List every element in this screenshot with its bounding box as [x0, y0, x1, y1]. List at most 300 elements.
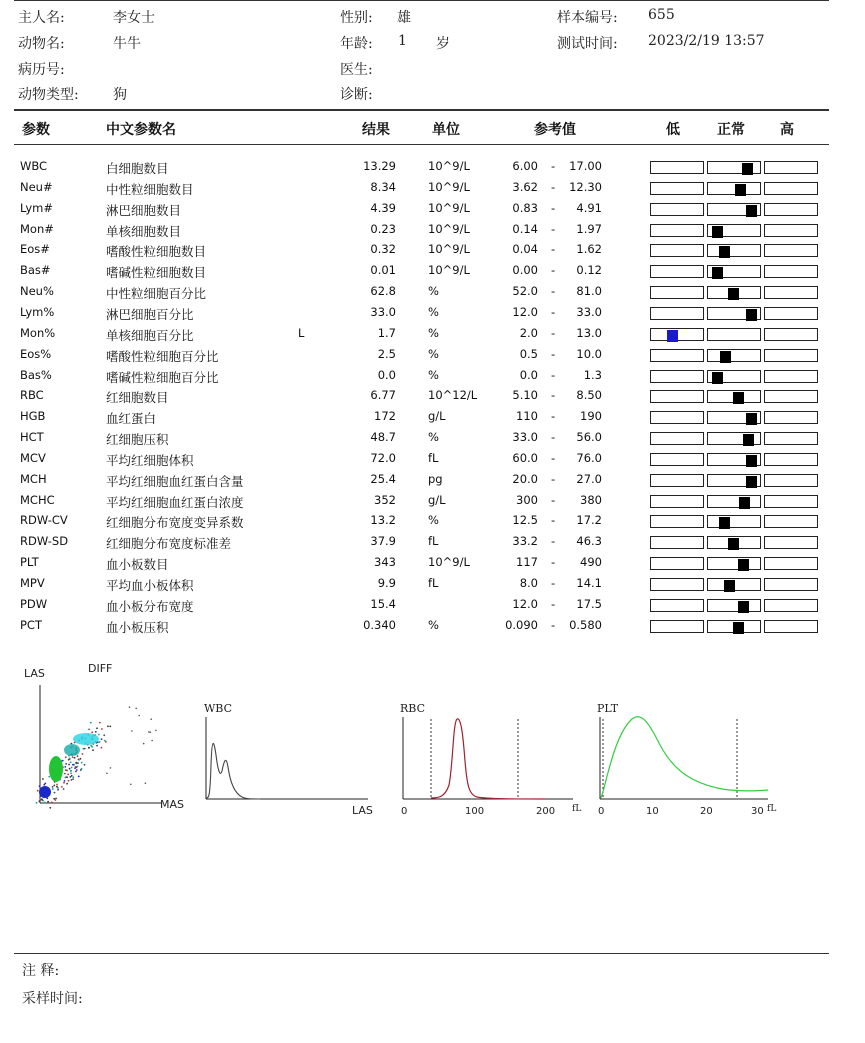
sample-time-label: 采样时间: — [22, 991, 83, 1007]
param-name: 嗜碱性粒细胞百分比 — [106, 369, 219, 385]
ref-separator: - — [551, 409, 556, 424]
ref-low: 12.0 — [512, 304, 538, 319]
ref-low: 0.090 — [505, 617, 538, 632]
level-marker — [746, 413, 757, 425]
test-time-label: 测试时间: — [557, 36, 618, 52]
low-range-box — [650, 224, 704, 237]
table-row — [0, 553, 865, 574]
param-code: PCT — [20, 617, 42, 632]
table-row — [0, 199, 865, 220]
scatter-point — [64, 773, 66, 775]
scatter-point — [41, 799, 43, 801]
level-marker — [719, 246, 730, 258]
scatter-point — [66, 783, 68, 785]
normal-range-box — [707, 161, 761, 174]
blue-cluster — [39, 786, 51, 798]
level-marker — [746, 455, 757, 467]
ref-separator: - — [551, 200, 556, 215]
param-name: 嗜碱性粒细胞数目 — [106, 265, 207, 281]
normal-range-box — [707, 557, 761, 570]
plt-unit: fL — [767, 804, 777, 814]
normal-range-box — [707, 244, 761, 257]
scatter-point — [40, 799, 42, 801]
ref-high: 17.00 — [569, 159, 602, 173]
scatter-point — [65, 763, 67, 765]
high-range-box — [764, 536, 818, 549]
param-code: Bas% — [20, 367, 52, 382]
param-name: 平均红细胞血红蛋白含量 — [106, 473, 244, 489]
result-value: 0.23 — [370, 221, 396, 236]
unit: % — [428, 430, 439, 445]
normal-range-box — [707, 453, 761, 466]
level-marker — [738, 601, 749, 613]
normal-range-box — [707, 307, 761, 320]
ref-low: 0.04 — [512, 242, 538, 257]
high-range-box — [764, 203, 818, 216]
scatter-point — [68, 780, 70, 782]
ref-high: 56.0 — [576, 430, 602, 445]
cyan-cluster — [73, 733, 99, 745]
scatter-point — [78, 759, 80, 761]
table-row — [0, 407, 865, 428]
low-range-box — [650, 599, 704, 612]
param-name: 平均红细胞血红蛋白浓度 — [106, 494, 244, 510]
col-param-header: 参数 — [22, 122, 50, 138]
table-row — [0, 157, 865, 178]
result-value: 72.0 — [370, 450, 396, 465]
ref-high: 8.50 — [576, 388, 602, 403]
ref-high: 0.12 — [576, 263, 602, 278]
ref-separator: - — [551, 388, 556, 403]
result-value: 48.7 — [370, 430, 396, 445]
param-code: Eos# — [20, 242, 50, 257]
wbc-x-axis-label: LAS — [352, 804, 373, 817]
plt-tick-0: 0 — [598, 806, 605, 817]
animal-type-value: 狗 — [113, 87, 127, 103]
test-time-value: 2023/2/19 13:57 — [648, 33, 765, 49]
animal-name-label: 动物名: — [18, 36, 65, 52]
ref-high: 46.3 — [576, 534, 602, 549]
table-row — [0, 324, 865, 345]
result-value: 33.0 — [370, 304, 396, 319]
low-range-box — [650, 432, 704, 445]
level-marker — [739, 497, 750, 509]
level-marker — [719, 517, 730, 529]
param-name: 单核细胞数目 — [106, 223, 182, 239]
normal-range-box — [707, 182, 761, 195]
result-value: 352 — [374, 492, 396, 507]
param-name: 嗜酸性粒细胞百分比 — [106, 348, 219, 364]
low-range-box — [650, 265, 704, 278]
unit: pg — [428, 471, 443, 486]
col-result-header: 结果 — [362, 122, 390, 138]
ref-high: 1.62 — [576, 242, 602, 257]
param-code: Bas# — [20, 263, 51, 278]
high-range-box — [764, 161, 818, 174]
ref-high: 12.30 — [569, 179, 602, 194]
scatter-point — [101, 728, 103, 730]
scatter-point — [145, 782, 147, 784]
scatter-point — [68, 764, 70, 766]
ref-low: 33.0 — [512, 430, 538, 445]
ref-low: 117 — [516, 555, 538, 570]
green-cluster — [49, 756, 63, 782]
scatter-point — [66, 776, 68, 778]
normal-range-box — [707, 203, 761, 216]
param-code: Lym# — [20, 200, 53, 215]
ref-separator: - — [551, 263, 556, 278]
low-range-box — [650, 474, 704, 487]
ref-high: 27.0 — [576, 471, 602, 486]
low-range-box — [650, 286, 704, 299]
owner-value: 李女士 — [113, 10, 155, 26]
doctor-label: 医生: — [340, 62, 373, 78]
scatter-point — [150, 718, 152, 720]
scatter-point — [55, 798, 57, 800]
ref-low: 52.0 — [512, 284, 538, 299]
result-value: 13.2 — [370, 513, 396, 528]
ref-separator: - — [551, 242, 556, 257]
low-range-box — [650, 620, 704, 633]
param-code: Eos% — [20, 346, 52, 361]
rbc-title: RBC — [400, 702, 425, 715]
ref-separator: - — [551, 367, 556, 382]
low-range-box — [650, 161, 704, 174]
sample-number-label: 样本编号: — [557, 10, 618, 26]
rbc-tick-200: 200 — [536, 806, 556, 817]
ref-high: 76.0 — [576, 450, 602, 465]
param-name: 嗜酸性粒细胞数目 — [106, 244, 207, 260]
scatter-point — [138, 715, 140, 717]
low-range-box — [650, 203, 704, 216]
ref-separator: - — [551, 471, 556, 486]
scatter-point — [65, 756, 67, 758]
scatter-point — [81, 762, 83, 764]
ref-separator: - — [551, 555, 556, 570]
param-code: Neu# — [20, 179, 53, 194]
normal-range-box — [707, 349, 761, 362]
normal-range-box — [707, 474, 761, 487]
scatter-point — [92, 749, 94, 751]
scatter-point — [63, 782, 65, 784]
result-value: 172 — [374, 409, 396, 424]
normal-range-box — [707, 599, 761, 612]
plt-histogram — [592, 695, 792, 825]
ref-high: 13.0 — [576, 325, 602, 340]
param-code: MPV — [20, 576, 45, 590]
wbc-title: WBC — [204, 702, 233, 715]
table-row — [0, 511, 865, 532]
level-marker — [720, 351, 731, 363]
ref-separator: - — [551, 179, 556, 194]
scatter-point — [75, 762, 77, 764]
table-row — [0, 303, 865, 324]
ref-high: 490 — [580, 555, 602, 570]
ref-low: 8.0 — [519, 576, 538, 590]
scatter-point — [64, 780, 66, 782]
scatter-point — [70, 770, 72, 772]
header-divider — [14, 109, 829, 111]
normal-range-box — [707, 620, 761, 633]
scatter-point — [36, 802, 38, 804]
scatter-point — [148, 731, 150, 733]
result-value: 9.9 — [377, 576, 396, 590]
scatter-point — [101, 747, 103, 749]
param-name: 红细胞压积 — [106, 432, 169, 448]
plt-curve — [601, 717, 768, 798]
level-marker — [733, 622, 744, 634]
sex-label: 性别: — [340, 10, 373, 26]
scatter-point — [90, 722, 92, 724]
high-range-box — [764, 370, 818, 383]
unit: % — [428, 367, 439, 382]
param-name: 血红蛋白 — [106, 411, 157, 427]
high-range-box — [764, 224, 818, 237]
param-code: RDW-CV — [20, 513, 68, 528]
scatter-point — [75, 771, 77, 773]
unit: 10^12/L — [428, 388, 478, 403]
record-label: 病历号: — [18, 62, 65, 78]
rbc-curve — [431, 719, 545, 799]
unit: 10^9/L — [428, 555, 470, 570]
low-range-box — [650, 390, 704, 403]
animal-name-value: 牛牛 — [113, 36, 141, 52]
ref-high: 1.97 — [576, 221, 602, 236]
col-unit-header: 单位 — [432, 122, 460, 138]
rbc-x-ticks — [401, 806, 555, 817]
scatter-point — [130, 784, 132, 786]
level-marker — [724, 580, 735, 592]
result-value: 343 — [374, 555, 396, 570]
result-value: 2.5 — [377, 346, 396, 361]
rbc-histogram — [395, 695, 590, 825]
scatter-point — [71, 775, 73, 777]
unit: fL — [428, 450, 439, 465]
param-code: HGB — [20, 409, 46, 424]
ref-low: 0.0 — [519, 367, 538, 382]
table-row — [0, 574, 865, 595]
result-value: 0.32 — [370, 242, 396, 257]
table-row — [0, 532, 865, 553]
scatter-point — [65, 769, 67, 771]
scatter-point — [72, 776, 74, 778]
unit: g/L — [428, 492, 446, 507]
ref-low: 3.62 — [512, 179, 538, 194]
ref-separator: - — [551, 450, 556, 465]
scatter-point — [53, 798, 55, 800]
table-row — [0, 261, 865, 282]
level-marker — [728, 538, 739, 550]
scatter-point — [99, 722, 101, 724]
result-value: 0.340 — [363, 617, 396, 632]
high-range-box — [764, 432, 818, 445]
scatter-point — [88, 729, 90, 731]
level-marker — [738, 559, 749, 571]
unit: 10^9/L — [428, 263, 470, 278]
result-value: 6.77 — [370, 388, 396, 403]
scatter-point — [151, 740, 153, 742]
scatter-point — [46, 798, 48, 800]
scatter-point — [109, 726, 111, 728]
level-marker — [746, 309, 757, 321]
result-value: 13.29 — [363, 159, 396, 173]
scatter-point — [67, 774, 69, 776]
low-range-box — [650, 370, 704, 383]
scatter-point — [88, 747, 90, 749]
normal-range-box — [707, 515, 761, 528]
age-value: 1 — [398, 33, 407, 49]
ref-low: 6.00 — [512, 159, 538, 173]
scatter-point — [69, 758, 71, 760]
ref-separator: - — [551, 576, 556, 590]
ref-low: 0.00 — [512, 263, 538, 278]
scatter-point — [77, 755, 79, 757]
scatter-point — [95, 731, 97, 733]
table-row — [0, 428, 865, 449]
scatter-point — [48, 776, 50, 778]
rbc-unit: fL — [572, 804, 582, 814]
result-value: 62.8 — [370, 284, 396, 299]
high-range-box — [764, 557, 818, 570]
table-row — [0, 282, 865, 303]
param-name: 红细胞分布宽度变异系数 — [106, 515, 244, 531]
abnormal-flag: L — [298, 325, 305, 340]
scatter-point — [43, 784, 45, 786]
ref-separator: - — [551, 304, 556, 319]
scatter-point — [106, 773, 108, 775]
scatter-point — [91, 731, 93, 733]
low-range-box — [650, 495, 704, 508]
low-range-box — [650, 244, 704, 257]
rbc-tick-0: 0 — [401, 806, 408, 817]
teal-cluster — [64, 744, 80, 756]
ref-low: 0.14 — [512, 221, 538, 236]
param-code: Lym% — [20, 304, 55, 319]
table-row — [0, 345, 865, 366]
ref-low: 5.10 — [512, 388, 538, 403]
scatter-point — [110, 767, 112, 769]
normal-range-box — [707, 411, 761, 424]
scatter-point — [37, 790, 39, 792]
unit: 10^9/L — [428, 200, 470, 215]
param-name: 中性粒细胞百分比 — [106, 286, 207, 302]
unit: 10^9/L — [428, 242, 470, 257]
normal-range-box — [707, 370, 761, 383]
low-range-box — [650, 515, 704, 528]
col-name-header: 中文参数名 — [106, 122, 176, 138]
result-value: 37.9 — [370, 534, 396, 549]
unit: % — [428, 284, 439, 299]
high-range-box — [764, 620, 818, 633]
scatter-point — [69, 768, 71, 770]
normal-range-box — [707, 390, 761, 403]
scatter-point — [56, 786, 58, 788]
ref-low: 20.0 — [512, 471, 538, 486]
low-range-box — [650, 578, 704, 591]
result-value: 15.4 — [370, 596, 396, 611]
param-code: Mon# — [20, 221, 54, 236]
level-marker — [743, 434, 754, 446]
scatter-point — [90, 745, 92, 747]
normal-range-box — [707, 265, 761, 278]
normal-range-box — [707, 286, 761, 299]
table-row — [0, 449, 865, 470]
scatter-point — [72, 778, 74, 780]
level-marker — [712, 267, 723, 279]
ref-separator: - — [551, 492, 556, 507]
table-row — [0, 178, 865, 199]
scatter-point — [63, 788, 65, 790]
high-range-box — [764, 349, 818, 362]
table-header-divider — [14, 144, 829, 145]
scatter-point — [61, 786, 63, 788]
unit: 10^9/L — [428, 221, 470, 236]
ref-low: 0.5 — [519, 346, 538, 361]
table-row — [0, 491, 865, 512]
ref-separator: - — [551, 617, 556, 632]
normal-range-box — [707, 536, 761, 549]
ref-separator: - — [551, 596, 556, 611]
scatter-point — [80, 758, 82, 760]
scatter-point — [51, 802, 53, 804]
table-row — [0, 220, 865, 241]
scatter-point — [49, 807, 51, 809]
normal-range-box — [707, 328, 761, 341]
table-row — [0, 366, 865, 387]
high-range-box — [764, 495, 818, 508]
scatter-point — [76, 769, 78, 771]
normal-range-box — [707, 224, 761, 237]
scatter-point — [52, 788, 54, 790]
scatter-point — [103, 734, 105, 736]
param-code: PLT — [20, 555, 39, 570]
table-row — [0, 616, 865, 637]
scatter-point — [129, 706, 131, 708]
low-range-box — [650, 536, 704, 549]
scatter-point — [74, 757, 76, 759]
scatter-point — [143, 743, 145, 745]
scatter-point — [57, 789, 59, 791]
low-range-box — [650, 349, 704, 362]
scatter-point — [84, 748, 86, 750]
param-code: RDW-SD — [20, 534, 69, 549]
unit: % — [428, 325, 439, 340]
scatter-point — [53, 785, 55, 787]
high-range-box — [764, 453, 818, 466]
param-name: 白细胞数目 — [106, 161, 169, 176]
ref-high: 0.580 — [569, 617, 602, 632]
high-range-box — [764, 578, 818, 591]
param-name: 血小板数目 — [106, 557, 169, 573]
normal-range-box — [707, 432, 761, 445]
ref-high: 81.0 — [576, 284, 602, 299]
diff-x-axis-label: MAS — [160, 798, 184, 811]
ref-high: 33.0 — [576, 304, 602, 319]
scatter-point — [131, 730, 133, 732]
ref-high: 14.1 — [576, 576, 602, 590]
col-normal-header: 正常 — [717, 122, 745, 138]
scatter-point — [42, 778, 44, 780]
param-code: Neu% — [20, 284, 54, 299]
ref-separator: - — [551, 346, 556, 361]
plt-tick-10: 10 — [646, 806, 659, 817]
scatter-point — [71, 767, 73, 769]
level-marker — [667, 330, 678, 342]
table-row — [0, 470, 865, 491]
low-range-box — [650, 182, 704, 195]
ref-high: 1.3 — [583, 367, 602, 382]
high-range-box — [764, 182, 818, 195]
